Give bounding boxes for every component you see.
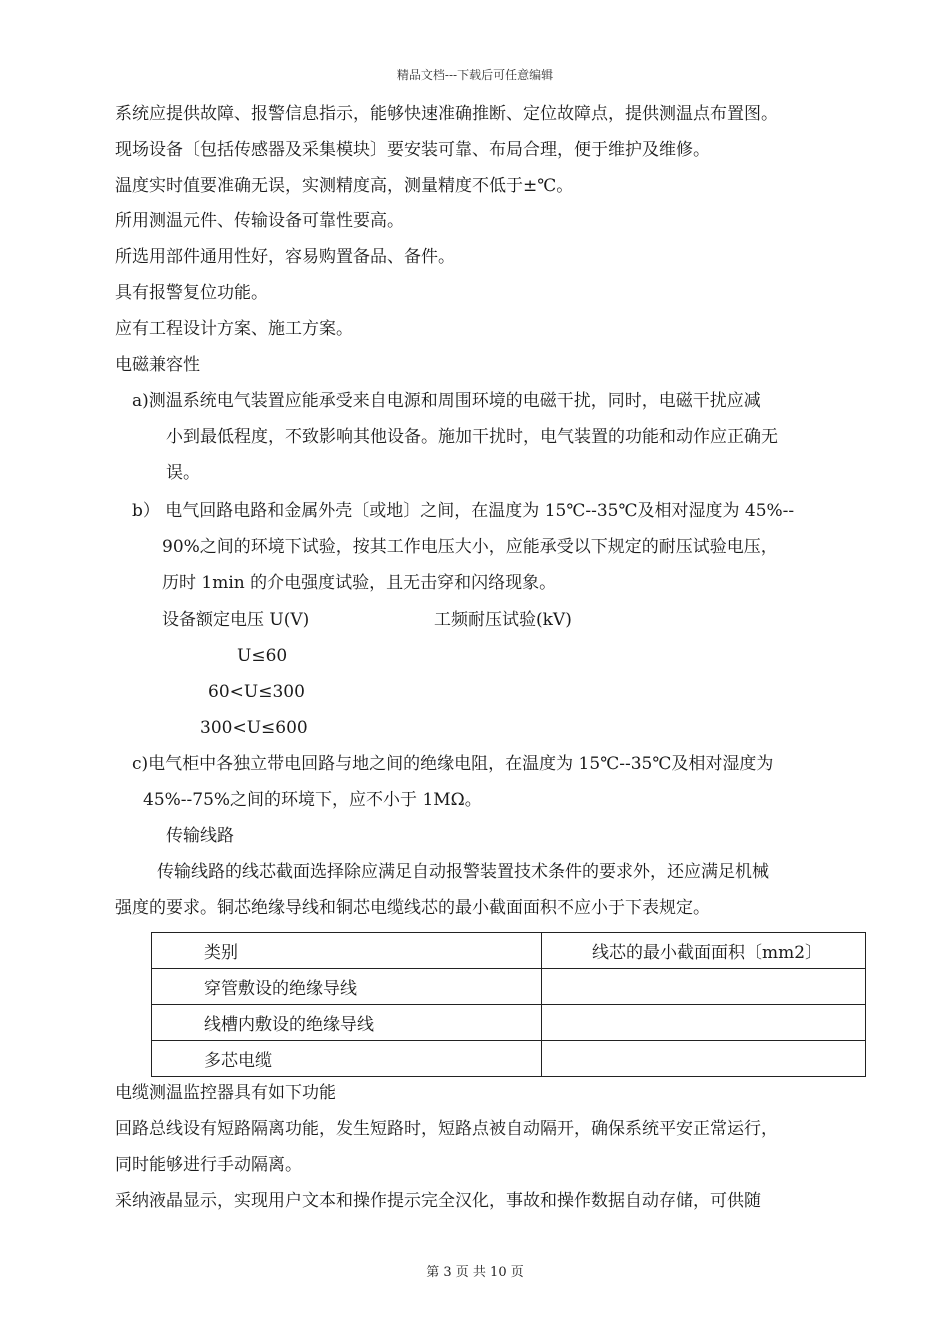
text-line: 应有工程设计方案、施工方案。: [115, 319, 353, 339]
table-cell: 线槽内敷设的绝缘导线: [152, 1005, 542, 1041]
table-header-cell: 线芯的最小截面面积〔mm2〕: [542, 933, 866, 969]
text-line: 同时能够进行手动隔离。: [115, 1155, 302, 1175]
voltage-label: 设备额定电压 U(V): [162, 610, 310, 630]
list-item-c-cont: 45%--75%之间的环境下，应不小于 1MΩ。: [143, 790, 482, 810]
section-heading: 电磁兼容性: [115, 355, 200, 375]
text-line: 所选用部件通用性好，容易购置备品、备件。: [115, 247, 455, 267]
list-item-a: a)测温系统电气装置应能承受来自电源和周围环境的电磁干扰，同时，电磁干扰应减: [132, 391, 761, 411]
page-header: 精品文档---下载后可任意编辑: [396, 68, 554, 82]
text-line: 系统应提供故障、报警信息指示，能够快速准确推断、定位故障点，提供测温点布置图。: [115, 104, 778, 124]
section-heading: 电缆测温监控器具有如下功能: [115, 1083, 336, 1103]
table-row: [152, 969, 866, 1005]
text-line: 所用测温元件、传输设备可靠性要高。: [115, 211, 404, 231]
test-voltage-label: 工频耐压试验(kV): [434, 610, 572, 630]
list-item-a-cont: 误。: [166, 463, 200, 483]
list-item-b-cont: 历时 1min 的介电强度试验，且无击穿和闪络现象。: [162, 573, 557, 593]
list-item-b-cont: 90%之间的环境下试验，按其工作电压大小，应能承受以下规定的耐压试验电压，: [162, 537, 778, 557]
table-cell: [542, 969, 866, 1005]
page-footer: 第 3 页 共 10 页: [426, 1265, 524, 1280]
list-item-b: b） 电气回路电路和金属外壳〔或地〕之间，在温度为 15℃--35℃及相对湿度为 45%--: [132, 501, 795, 521]
text-line: 具有报警复位功能。: [115, 283, 268, 303]
table-row: [152, 1005, 866, 1041]
list-item-a-cont: 小到最低程度，不致影响其他设备。施加干扰时，电气装置的功能和动作应正确无: [166, 427, 778, 447]
section-heading: 传输线路: [166, 826, 234, 846]
wire-section-table: [151, 932, 866, 1077]
table-row: [152, 1041, 866, 1077]
text-line: 传输线路的线芯截面选择除应满足自动报警装置技术条件的要求外，还应满足机械: [157, 862, 769, 882]
voltage-range: U≤60: [237, 646, 288, 666]
text-line: 现场设备〔包括传感器及采集模块〕要安装可靠、布局合理，便于维护及维修。: [115, 140, 710, 160]
list-item-c: c)电气柜中各独立带电回路与地之间的绝缘电阻，在温度为 15℃--35℃及相对湿度为: [132, 754, 774, 774]
text-line: 温度实时值要准确无误，实测精度高，测量精度不低于±℃。: [115, 176, 574, 196]
table-cell: 多芯电缆: [152, 1041, 542, 1077]
table-header-row: [152, 933, 866, 969]
table-header-cell: 类别: [152, 933, 542, 969]
text-line: 强度的要求。铜芯绝缘导线和铜芯电缆线芯的最小截面面积不应小于下表规定。: [115, 898, 710, 918]
text-line: 回路总线设有短路隔离功能，发生短路时，短路点被自动隔开，确保系统平安正常运行，: [115, 1119, 778, 1139]
voltage-range: 300<U≤600: [200, 718, 308, 738]
table-cell: 穿管敷设的绝缘导线: [152, 969, 542, 1005]
voltage-range: 60<U≤300: [208, 682, 305, 702]
table-cell: [542, 1041, 866, 1077]
text-line: 采纳液晶显示，实现用户文本和操作提示完全汉化，事故和操作数据自动存储，可供随: [115, 1191, 761, 1211]
table-cell: [542, 1005, 866, 1041]
